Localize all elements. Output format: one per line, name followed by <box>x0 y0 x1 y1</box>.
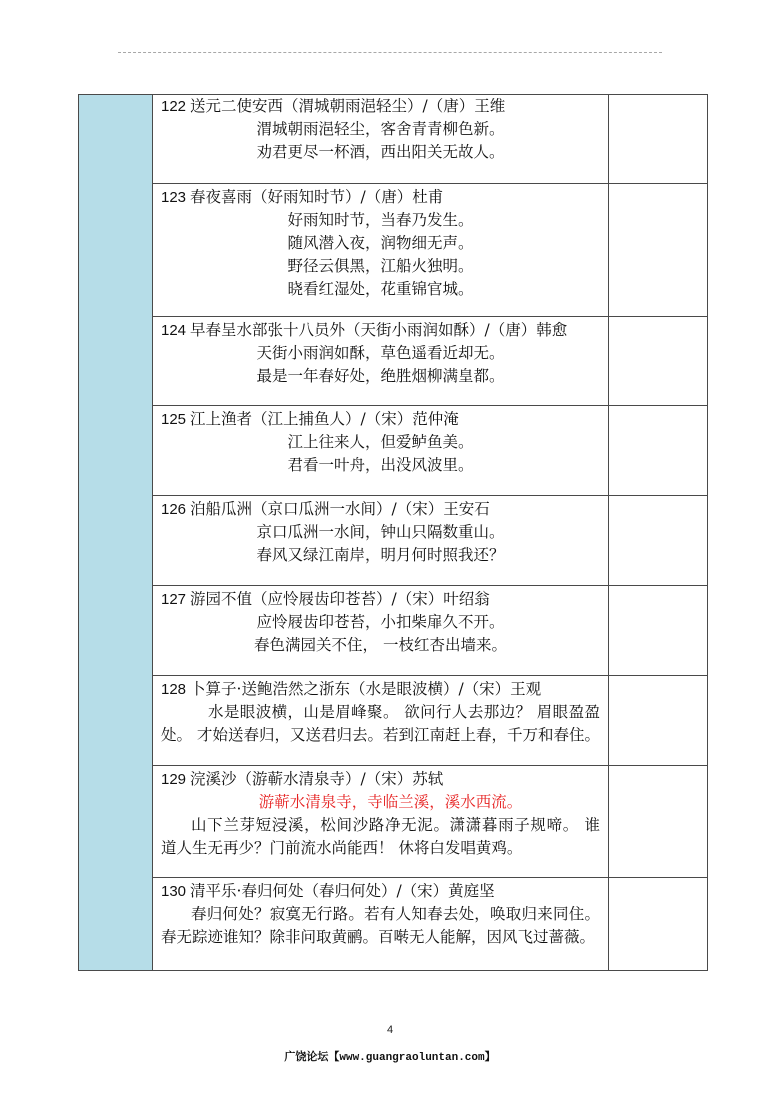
poem-title <box>161 880 600 903</box>
poem-line: 处。 才始送春归，又送君归去。若到江南赶上春，千万和春住。 <box>161 726 600 744</box>
poem-number: 125 <box>161 411 187 428</box>
poem-heading: 江上渔者（江上捕鱼人）/（宋）范仲淹 <box>190 410 459 428</box>
footer-site-label <box>0 1050 780 1065</box>
poem-line: 江上往来人，但爱鲈鱼美。 <box>287 433 474 451</box>
header-dashed-rule <box>118 52 662 53</box>
poem-number: 130 <box>161 883 187 900</box>
poem-cell <box>153 317 609 406</box>
poem-heading: 清平乐·春归何处（春归何处）/（宋）黄庭坚 <box>190 882 495 900</box>
footer-bracket-close: 】 <box>484 1050 496 1063</box>
poem-line: 山下兰芽短浸溪，松间沙路净无泥。潇潇暮雨子规啼。 谁 <box>191 816 600 834</box>
notes-cell <box>609 676 708 766</box>
poem-cell <box>153 95 609 184</box>
notes-cell <box>609 184 708 317</box>
poem-number: 122 <box>161 98 187 115</box>
poem-heading: 游园不值（应怜屐齿印苍苔）/（宋）叶绍翁 <box>190 590 490 608</box>
poem-number: 129 <box>161 771 187 788</box>
page-number: 4 <box>386 1024 394 1036</box>
poem-line: 渭城朝雨浥轻尘，客舍青青柳色新。 <box>256 120 505 138</box>
poem-line: 春色满园关不住， 一枝红杏出墙来。 <box>254 636 507 654</box>
poem-title <box>161 319 600 342</box>
poem-heading: 春夜喜雨（好雨知时节）/（唐）杜甫 <box>190 188 444 206</box>
poem-line: 京口瓜洲一水间，钟山只隔数重山。 <box>256 523 505 541</box>
notes-cell <box>609 317 708 406</box>
poem-number: 126 <box>161 501 187 518</box>
poem-cell <box>153 586 609 676</box>
poem-preface: 游蕲水清泉寺，寺临兰溪，溪水西流。 <box>258 793 523 811</box>
poem-row <box>79 184 708 317</box>
poem-table-body <box>79 95 708 971</box>
poem-table <box>78 94 708 971</box>
poem-cell <box>153 406 609 496</box>
footer-bracket-open: 【 <box>328 1050 340 1063</box>
poem-line: 好雨知时节，当春乃发生。 <box>287 211 474 229</box>
poem-row <box>79 95 708 184</box>
notes-cell <box>609 766 708 878</box>
poem-number: 127 <box>161 591 187 608</box>
poem-heading: 浣溪沙（游蕲水清泉寺）/（宋）苏轼 <box>190 770 444 788</box>
poem-number: 124 <box>161 322 187 339</box>
poem-line: 野径云俱黑，江船火独明。 <box>287 257 474 275</box>
poem-line: 春风又绿江南岸，明月何时照我还？ <box>256 546 505 564</box>
poem-line: 劝君更尽一杯酒，西出阳关无故人。 <box>256 143 505 161</box>
poem-row <box>79 496 708 586</box>
poem-title <box>161 186 600 209</box>
poem-line: 春归何处？寂寞无行路。若有人知春去处，唤取归来同住。 <box>191 905 600 923</box>
poem-line: 水是眼波横，山是眉峰聚。 欲问行人去那边？ 眉眼盈盈 <box>208 703 600 721</box>
poem-row <box>79 676 708 766</box>
poem-cell <box>153 184 609 317</box>
poem-line: 晓看红湿处，花重锦官城。 <box>287 280 474 298</box>
poem-number: 128 <box>161 681 187 698</box>
notes-cell <box>609 878 708 971</box>
poem-heading: 早春呈水部张十八员外（天街小雨润如酥）/（唐）韩愈 <box>190 321 568 339</box>
poem-cell <box>153 496 609 586</box>
poem-line: 春无踪迹谁知？除非问取黄鹂。百啭无人能解，因风飞过蔷薇。 <box>161 928 596 946</box>
notes-cell <box>609 496 708 586</box>
side-column <box>79 95 153 971</box>
poem-heading: 送元二使安西（渭城朝雨浥轻尘）/（唐）王维 <box>190 97 506 115</box>
poem-cell <box>153 676 609 766</box>
poem-row <box>79 878 708 971</box>
poem-row <box>79 586 708 676</box>
poem-line: 应怜屐齿印苍苔，小扣柴扉久不开。 <box>256 613 505 631</box>
poem-title <box>161 678 600 701</box>
poem-heading: 卜算子·送鲍浩然之浙东（水是眼波横）/（宋）王观 <box>190 680 542 698</box>
poem-line: 君看一叶舟，出没风波里。 <box>287 456 474 474</box>
notes-cell <box>609 586 708 676</box>
notes-cell <box>609 95 708 184</box>
poem-row <box>79 406 708 496</box>
notes-cell <box>609 406 708 496</box>
footer-url: www.guangraoluntan.com <box>339 1052 485 1064</box>
poem-title <box>161 768 600 791</box>
poem-title <box>161 408 600 431</box>
poem-line: 天街小雨润如酥，草色遥看近却无。 <box>256 344 505 362</box>
poem-title <box>161 588 600 611</box>
poem-line: 随风潜入夜，润物细无声。 <box>287 234 474 252</box>
poem-line: 最是一年春好处，绝胜烟柳满皇都。 <box>256 367 505 385</box>
poem-row <box>79 317 708 406</box>
poem-cell <box>153 878 609 971</box>
poem-number: 123 <box>161 189 187 206</box>
poem-heading: 泊船瓜洲（京口瓜洲一水间）/（宋）王安石 <box>190 500 490 518</box>
poem-title <box>161 95 600 118</box>
poem-row <box>79 766 708 878</box>
poem-line: 道人生无再少？门前流水尚能西！ 休将白发唱黄鸡。 <box>161 839 523 857</box>
footer-site-name: 广饶论坛 <box>284 1050 329 1063</box>
poem-title <box>161 498 600 521</box>
poem-cell <box>153 766 609 878</box>
